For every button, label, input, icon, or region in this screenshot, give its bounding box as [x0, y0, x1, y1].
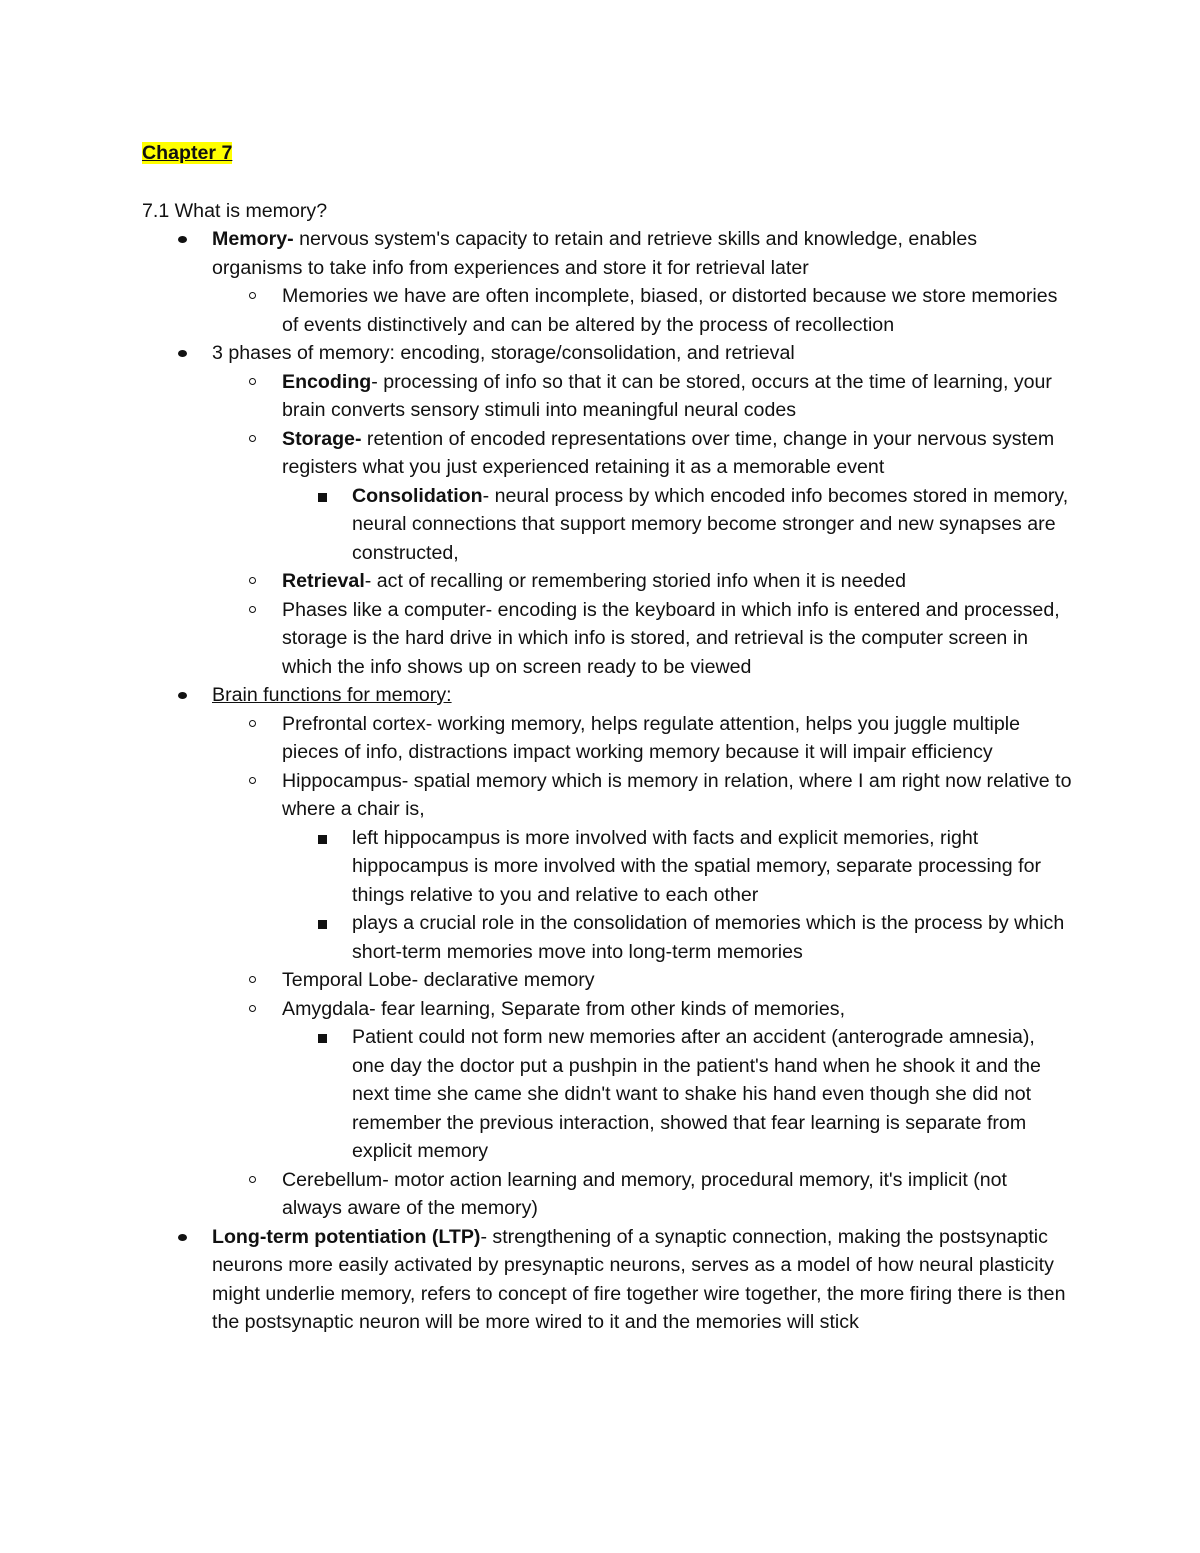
hollow-circle-bullet-icon [249, 777, 256, 784]
hollow-circle-bullet-icon [249, 606, 256, 613]
chapter-title [142, 139, 1072, 168]
list-item [212, 567, 1072, 596]
hollow-circle-bullet-icon [249, 720, 256, 727]
item-text: Prefrontal cortex- working memory, helps regulate attention, helps you juggle multiple pieces of info, distractions impact working memory because it will impair efficiency [282, 712, 1021, 763]
term-label: Encoding [282, 370, 372, 393]
item-text: 3 phases of memory: encoding, storage/consolidation, and retrieval [212, 342, 795, 364]
hollow-circle-bullet-icon [249, 435, 256, 442]
item-text: Patient could not form new memories after an accident (anterograde amnesia), one day the doctor put a pushpin in the patient's hand when he shook it and the next time she came she didn't want to shake his hand even though she did not remember the previous interaction, showed that fear learning is separate from explicit memory [352, 1026, 1041, 1162]
list-item [212, 966, 1072, 995]
item-text: Memories we have are often incomplete, biased, or distorted because we store memories of events distinctively and can be altered by the process of recollection [282, 285, 1058, 336]
document-body [142, 139, 1072, 1337]
term-label: Long-term potentiation (LTP) [212, 1225, 481, 1248]
sub-list [212, 282, 1072, 339]
item-text: Cerebellum- motor action learning and memory, procedural memory, it's implicit (not always aware of the memory) [282, 1168, 1007, 1219]
item-text: Hippocampus- spatial memory which is memory in relation, where I am right now relative to where a chair is, [282, 769, 1072, 820]
sub-list [282, 824, 1072, 967]
term-label: Consolidation [352, 484, 483, 507]
list-item [282, 1023, 1072, 1166]
filled-circle-bullet-icon [178, 1234, 187, 1241]
list-item [282, 824, 1072, 910]
hollow-circle-bullet-icon [249, 577, 256, 584]
hollow-circle-bullet-icon [249, 976, 256, 983]
item-text: retention of encoded representations over time, change in your nervous system registers what you just experienced retaining it as a memorable event [282, 427, 1055, 478]
sub-list [282, 1023, 1072, 1166]
bullet-list [142, 225, 1072, 1337]
list-item [282, 482, 1072, 568]
sub-list [212, 710, 1072, 1223]
item-text: - strengthening of a synaptic connection, making the postsynaptic neurons more easily activated by presynaptic neurons, serves as a model of how neural plasticity might underlie memory, refers to concept of fire together wire together, the more firing there is then the postsynaptic neuron will be more wired to it and the memories will stick [212, 1225, 1066, 1333]
term-label: Retrieval [282, 570, 365, 592]
filled-circle-bullet-icon [178, 692, 187, 699]
item-text: - neural process by which encoded info becomes stored in memory, neural connections that support memory become stronger and new synapses are constructed, [352, 484, 1069, 564]
list-item [212, 767, 1072, 967]
square-bullet-icon [318, 493, 327, 502]
list-item [142, 339, 1072, 681]
list-item [212, 710, 1072, 767]
section-heading: 7.1 What is memory? [142, 199, 328, 222]
hollow-circle-bullet-icon [249, 292, 256, 299]
list-item [142, 225, 1072, 339]
item-text: Phases like a computer- encoding is the keyboard in which info is entered and processed, storage is the hard drive in which info is stored, and retrieval is the computer screen in which the info shows up on screen ready to be viewed [282, 598, 1060, 678]
filled-circle-bullet-icon [178, 236, 187, 243]
list-item [142, 1223, 1072, 1337]
hollow-circle-bullet-icon [249, 1005, 256, 1012]
square-bullet-icon [318, 920, 327, 929]
sub-list [282, 482, 1072, 568]
term-label: Memory- [212, 228, 294, 250]
list-item [212, 425, 1072, 568]
term-label: Storage- [282, 427, 362, 450]
list-item [282, 909, 1072, 966]
item-text: Amygdala- fear learning, Separate from other kinds of memories, [282, 997, 846, 1020]
filled-circle-bullet-icon [178, 350, 187, 357]
list-item [212, 368, 1072, 425]
item-text: Temporal Lobe- declarative memory [282, 969, 595, 991]
square-bullet-icon [318, 1034, 327, 1043]
list-item [142, 681, 1072, 1223]
hollow-circle-bullet-icon [249, 378, 256, 385]
sub-list [212, 368, 1072, 682]
square-bullet-icon [318, 835, 327, 844]
item-text: left hippocampus is more involved with facts and explicit memories, right hippocampus is more involved with the spatial memory, separate processing for things relative to you and relative to each other [352, 826, 1042, 906]
item-text: nervous system's capacity to retain and retrieve skills and knowledge, enables organisms to take info from experiences and store it for retrieval later [212, 228, 978, 279]
list-item [212, 596, 1072, 682]
list-item [212, 995, 1072, 1166]
item-text: - processing of info so that it can be stored, occurs at the time of learning, your brain converts sensory stimuli into meaningful neural codes [282, 370, 1052, 421]
list-item [212, 282, 1072, 339]
chapter-title-text: Chapter 7 [142, 142, 233, 164]
item-text: - act of recalling or remembering storied info when it is needed [364, 570, 907, 592]
list-item [212, 1166, 1072, 1223]
hollow-circle-bullet-icon [249, 1176, 256, 1183]
item-text: Brain functions for memory: [212, 684, 452, 706]
item-text: plays a crucial role in the consolidation of memories which is the process by which short-term memories move into long-term memories [352, 912, 1065, 963]
